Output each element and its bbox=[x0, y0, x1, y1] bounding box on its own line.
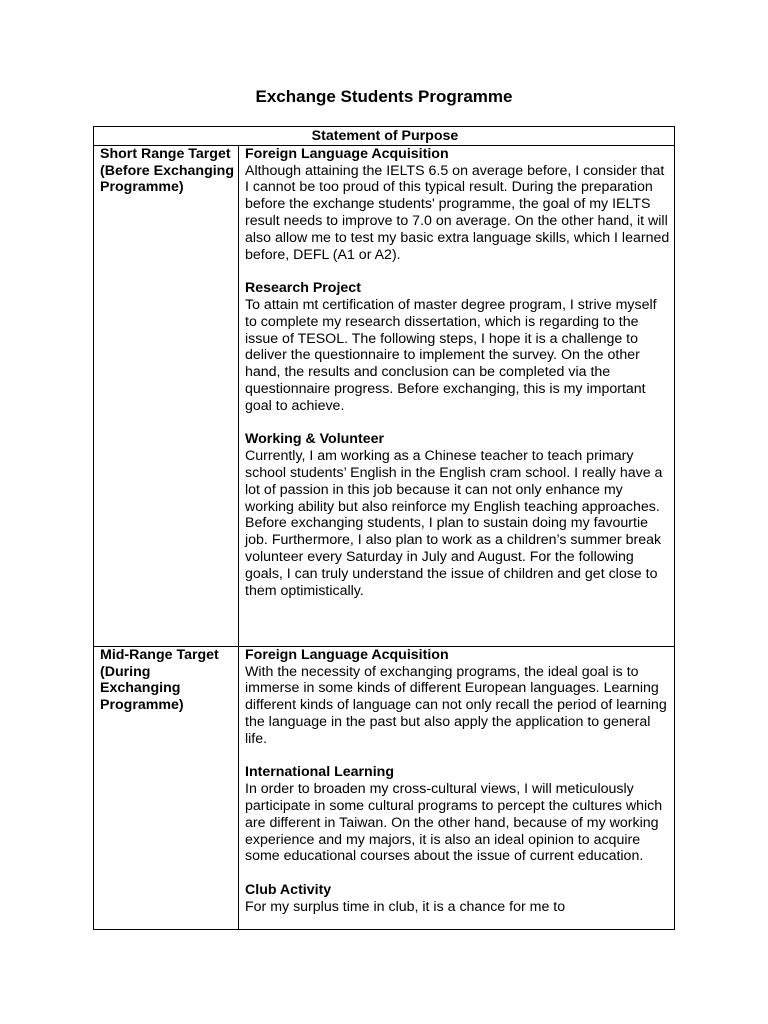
section-heading: International Learning bbox=[245, 764, 394, 781]
table-header: Statement of Purpose bbox=[94, 127, 675, 146]
section bbox=[245, 882, 670, 916]
section-body: For my surplus time in club, it is a chance for me to bbox=[245, 898, 566, 915]
table-row bbox=[94, 145, 675, 646]
row-content-mid-range bbox=[239, 646, 675, 929]
section bbox=[245, 431, 670, 599]
section-body: Although attaining the IELTS 6.5 on average before, I consider that I cannot be too proud of this typical result. During the preparation before the exchange students' programme, the goal of my IELTS result needs to improve to 7.0 on average. On the other hand, it will also allow me to test my basic extra language skills, which I learned before, DEFL (A1 or A2). bbox=[245, 162, 670, 263]
section-body: To attain mt certification of master degree program, I strive myself to complete my research dissertation, which is regarding to the issue of TESOL. The following steps, I hope it is a challenge to deliver the questionnaire to implement the survey. On the other hand, the results and conclusion can be completed via the questionnaire progress. Before exchanging, this is my important goal to achieve. bbox=[245, 296, 657, 414]
row-label-mid-range: Mid-Range Target (During Exchanging Programme) bbox=[94, 646, 239, 929]
section bbox=[245, 146, 670, 264]
section-heading: Club Activity bbox=[245, 881, 332, 898]
section-body: In order to broaden my cross-cultural views, I will meticulously participate in some cultural programs to percept the cultures which are different in Taiwan. On the other hand, because of my working experience and my majors, it is also an ideal opinion to acquire some educational courses about the issue of current education. bbox=[245, 781, 663, 865]
row-content-short-range bbox=[239, 145, 675, 646]
section bbox=[245, 764, 670, 865]
section-body: With the necessity of exchanging programs, the ideal goal is to immerse in some kinds of different European languages. Learning different kinds of language can not only recall the period of learning the language in the past but also apply the application to general life. bbox=[245, 663, 667, 747]
section bbox=[245, 647, 670, 748]
document-title: Exchange Students Programme bbox=[255, 87, 513, 106]
table-row bbox=[94, 646, 675, 929]
table-header-row bbox=[94, 127, 675, 146]
section bbox=[245, 280, 670, 414]
statement-of-purpose-table bbox=[93, 126, 675, 930]
section-heading: Working & Volunteer bbox=[245, 431, 384, 448]
section-heading: Research Project bbox=[245, 280, 361, 297]
section-heading: Foreign Language Acquisition bbox=[245, 145, 449, 162]
section-body: Currently, I am working as a Chinese teacher to teach primary school students’ English in the English cram school. I really have a lot of passion in this job because it can not only enhance my working ability but also reinforce my English teaching approaches. Before exchanging students, I plan to sustain doing my favourtie job. Furthermore, I also plan to work as a children’s summer break volunteer every Saturday in July and August. For the following goals, I can truly understand the issue of children and get close to them optimistically. bbox=[245, 448, 663, 599]
row-label-short-range: Short Range Target (Before Exchanging Programme) bbox=[94, 145, 239, 646]
section-heading: Foreign Language Acquisition bbox=[245, 646, 449, 663]
